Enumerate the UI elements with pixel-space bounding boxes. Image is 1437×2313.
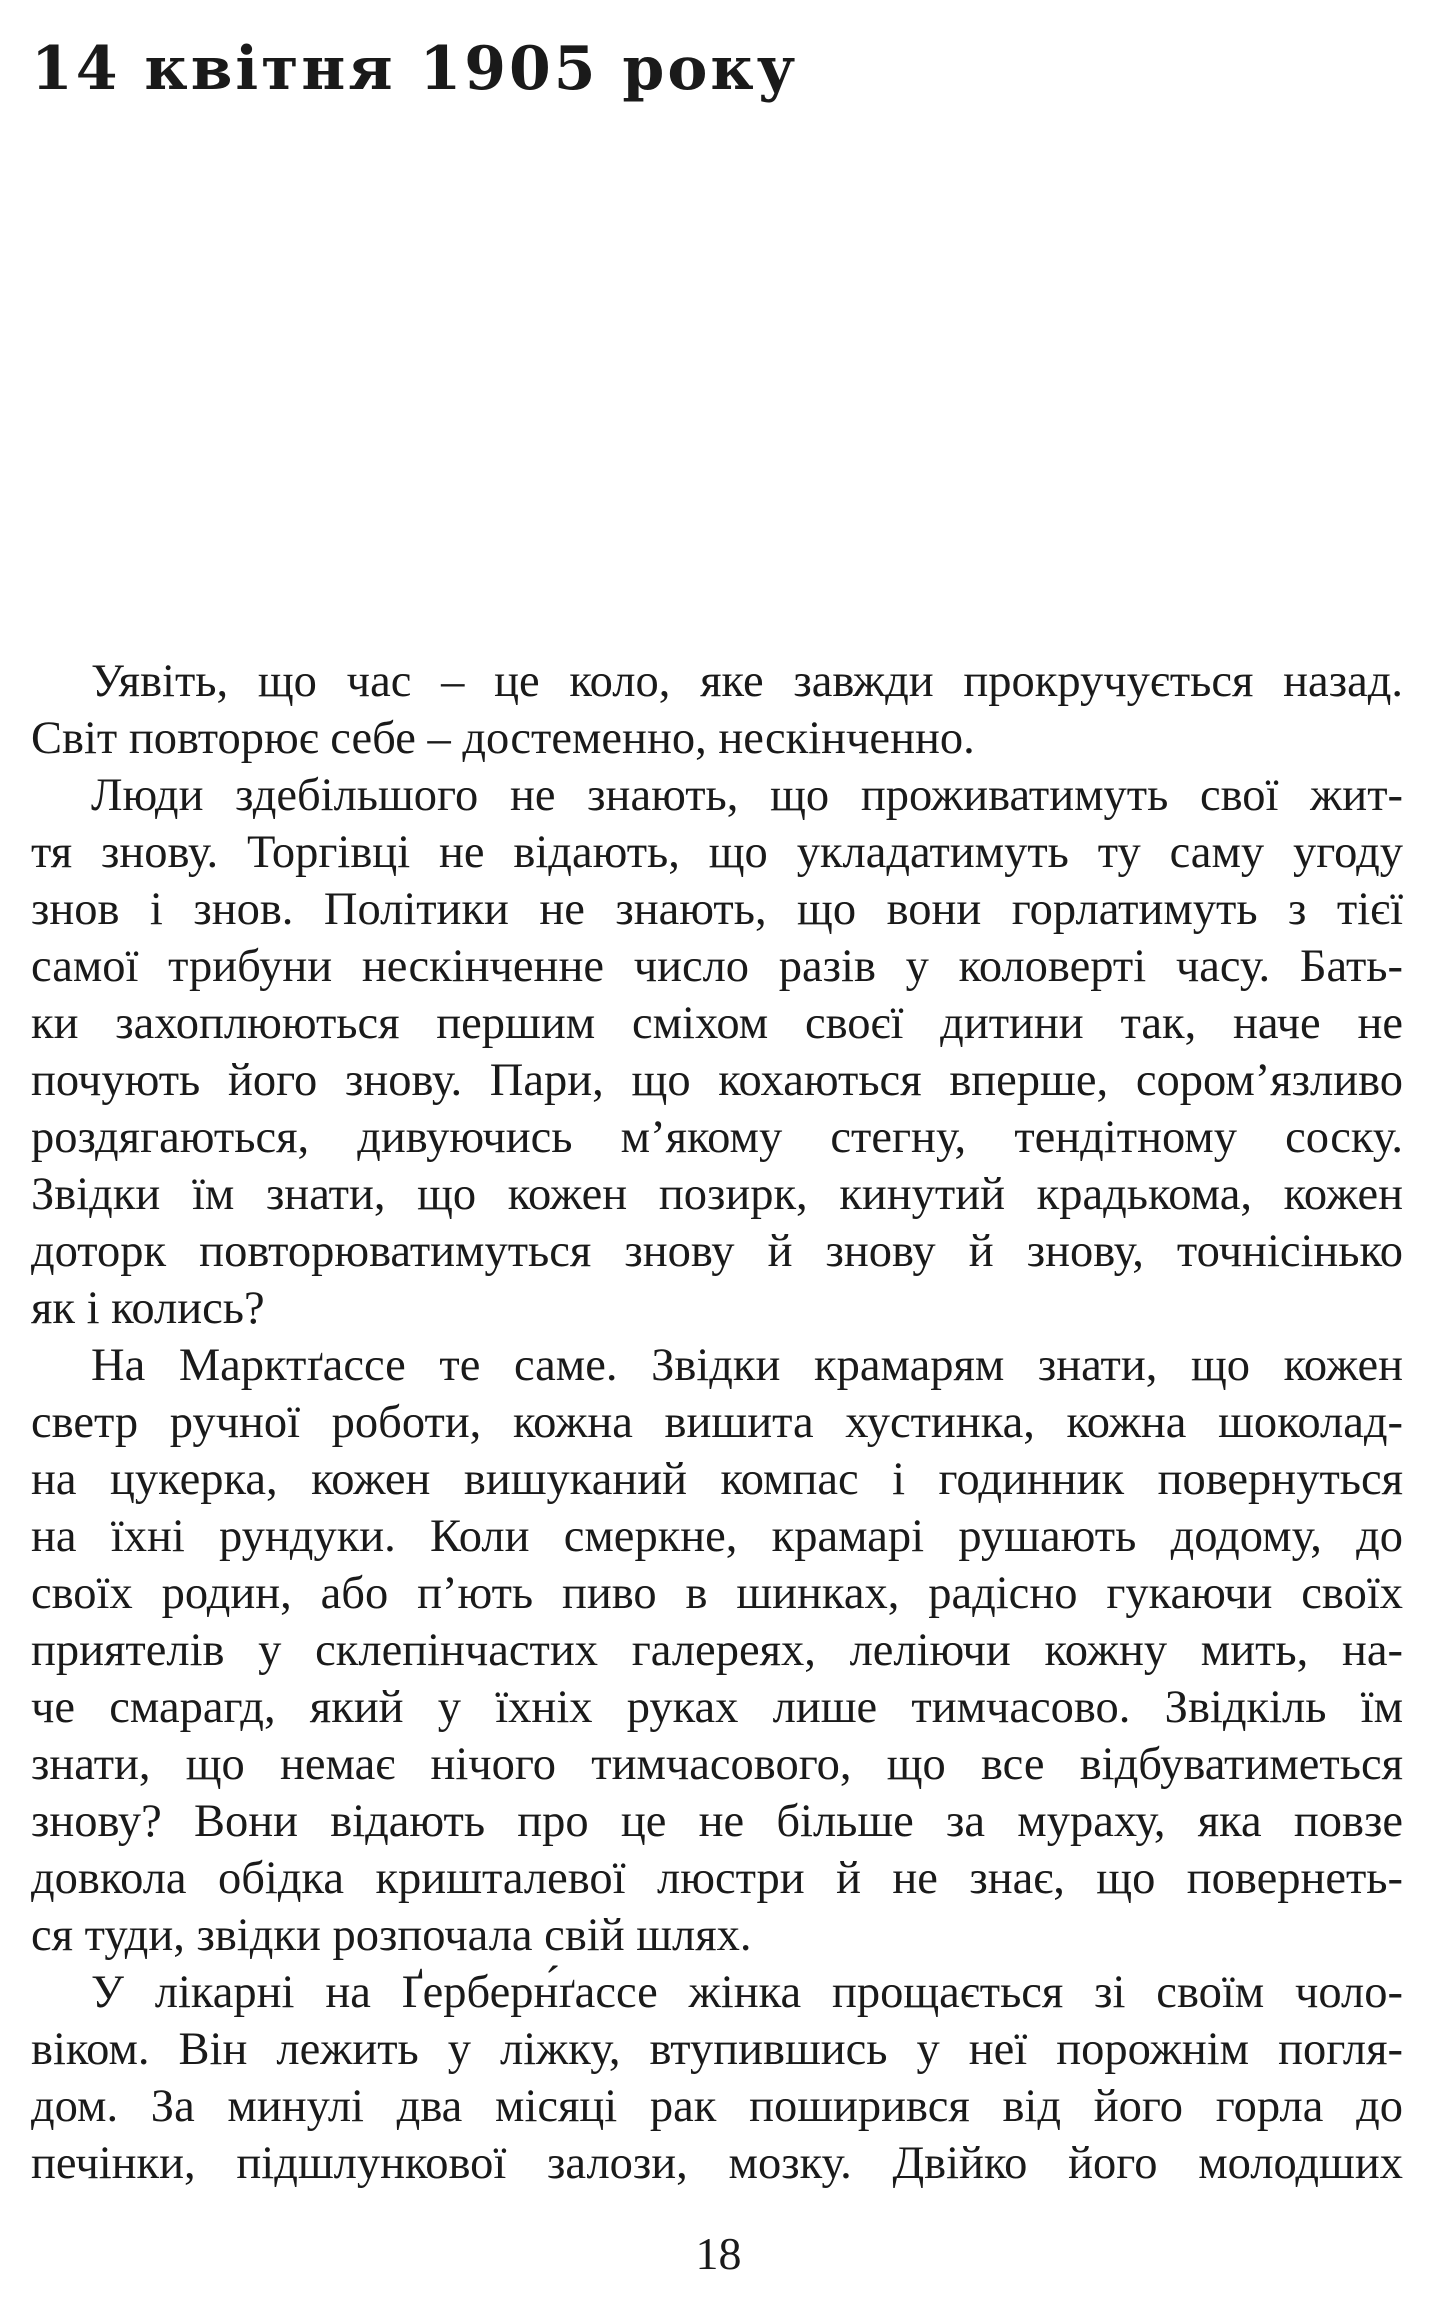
paragraph-2-line-4: самої трибуни нескінченне число разів у коловерті часу. Бать- [31,941,1403,992]
paragraph-3-line-2: светр ручної роботи, кожна вишита хустинка, кожна шоколад- [31,1397,1403,1448]
paragraph-3-line-1: На Марктґассе те саме. Звідки крамарям знати, що кожен [91,1340,1403,1391]
body-text [31,653,1403,2192]
paragraph-2-line-7: роздягаються, дивуючись м’якому стегну, тендітному соску. [31,1112,1403,1163]
paragraph-2-line-10: як і колись? [31,1283,265,1334]
paragraph-2-line-3: знов і знов. Політики не знають, що вони горлатимуть з тієї [31,884,1403,935]
paragraph-3-line-11: ся туди, звідки розпочала свій шлях. [31,1910,752,1961]
paragraph-2-line-5: ки захоплюються першим сміхом своєї дитини так, наче не [31,998,1403,1049]
paragraph-2-line-9: доторк повторюватимуться знову й знову й знову, точнісінько [31,1226,1403,1277]
paragraph-4-line-1: У лікарні на Ґерберн́ґассе жінка прощається зі своїм чоло- [91,1967,1403,2018]
paragraph-3-line-3: на цукерка, кожен вишуканий компас і годинник повернуться [31,1454,1403,1505]
chapter-title: 14 квітня 1905 року [31,34,799,104]
paragraph-2-line-8: Звідки їм знати, що кожен позирк, кинутий крадькома, кожен [31,1169,1403,1220]
paragraph-2-line-6: почують його знову. Пари, що кохаються вперше, сором’язливо [31,1055,1403,1106]
paragraph-3-line-8: знати, що немає нічого тимчасового, що все відбуватиметься [31,1739,1403,1790]
paragraph-1-line-1: Уявіть, що час – це коло, яке завжди прокручується назад. [91,656,1403,707]
paragraph-4-line-3: дом. За минулі два місяці рак поширився від його горла до [31,2081,1403,2132]
paragraph-3-line-6: приятелів у склепінчастих галереях, леліючи кожну мить, на- [31,1625,1403,1676]
paragraph-1-line-2: Світ повторює себе – достеменно, нескінченно. [31,713,975,764]
paragraph-3-line-10: довкола обідка кришталевої люстри й не знає, що повернеть- [31,1853,1403,1904]
paragraph-3-line-4: на їхні рундуки. Коли смеркне, крамарі рушають додому, до [31,1511,1403,1562]
paragraph-3-line-9: знову? Вони відають про це не більше за мураху, яка повзе [31,1796,1403,1847]
paragraph-3-line-7: че смарагд, який у їхніх руках лише тимчасово. Звідкіль їм [31,1682,1403,1733]
paragraph-3-line-5: своїх родин, або п’ють пиво в шинках, радісно гукаючи своїх [31,1568,1403,1619]
paragraph-4-line-2: віком. Він лежить у ліжку, втупившись у неї порожнім погля- [31,2024,1403,2075]
paragraph-2-line-2: тя знову. Торгівці не відають, що укладатимуть ту саму угоду [31,827,1403,878]
page-number: 18 [695,2228,742,2279]
paragraph-2-line-1: Люди здебільшого не знають, що проживатимуть свої жит- [91,770,1403,821]
paragraph-4-line-4: печінки, підшлункової залози, мозку. Двійко його молодших [31,2138,1403,2189]
